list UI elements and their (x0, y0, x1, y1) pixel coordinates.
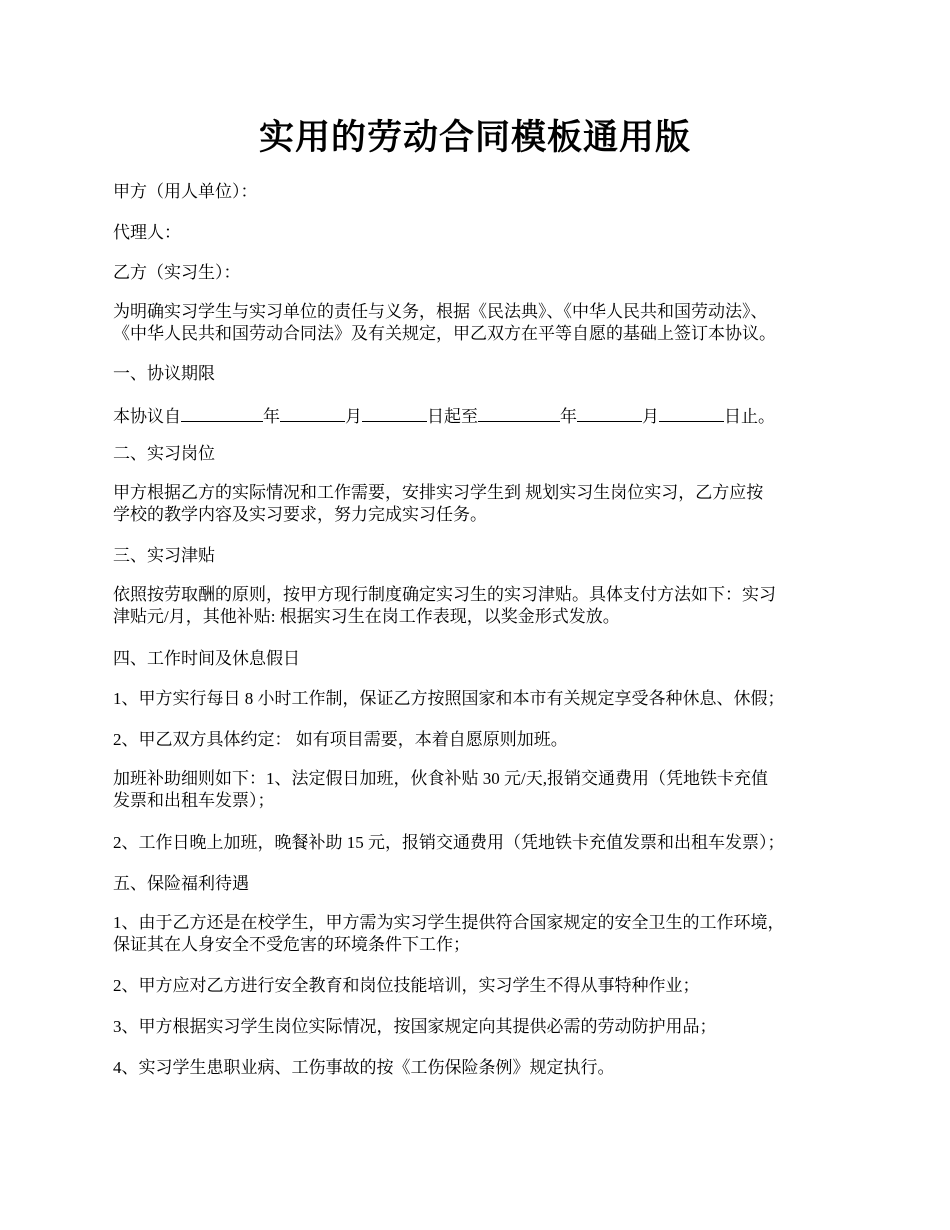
section-5-item-2: 2、甲方应对乙方进行安全教育和岗位技能培训，实习学生不得从事特种作业； (113, 976, 700, 995)
section-5-item-1-line-1: 1、由于乙方还是在校学生，甲方需为实习学生提供符合国家规定的安全卫生的工作环境， (113, 913, 785, 932)
intro-line-2: 《中华人民共和国劳动合同法》及有关规定，甲乙双方在平等自愿的基础上签订本协议。 (113, 324, 776, 343)
blank-end-month[interactable] (577, 403, 642, 422)
party-b-line: 乙方（实习生）： (113, 263, 241, 282)
section-5-item-1-line-2: 保证其在人身安全不受危害的环境条件下工作； (113, 935, 470, 954)
intro-line-1: 为明确实习学生与实习单位的责任与义务，根据《民法典》、《中华人民共和国劳动法》、 (113, 302, 768, 321)
section-2-body (113, 482, 853, 526)
section-5-heading: 五、保险福利待遇 (113, 874, 249, 893)
section-2-line-1: 甲方根据乙方的实际情况和工作需要，安排实习学生到 规划实习生岗位实习，乙方应按 (113, 483, 764, 502)
term-day-end: 日止。 (724, 407, 775, 426)
term-start: 本协议自 (113, 407, 181, 426)
overtime-paragraph (113, 768, 853, 812)
term-year-1: 年 (263, 407, 280, 426)
section-3-heading: 三、实习津贴 (113, 546, 215, 565)
section-4-item-1: 1、甲方实行每日 8 小时工作制，保证乙方按照国家和本市有关规定享受各种休息、休假； (113, 689, 785, 708)
term-day-from: 日起至 (427, 407, 478, 426)
intro-paragraph (113, 301, 853, 345)
blank-start-month[interactable] (280, 403, 345, 422)
section-3-line-2: 津贴元/月，其他补贴: 根据实习生在岗工作表现，以奖金形式发放。 (113, 607, 620, 626)
party-a-line: 甲方（用人单位）： (113, 182, 258, 201)
agent-line: 代理人： (113, 223, 181, 242)
section-2-heading: 二、实习岗位 (113, 444, 215, 463)
term-line (113, 403, 853, 428)
section-1-heading: 一、协议期限 (113, 364, 215, 383)
section-3-line-1: 依照按劳取酬的原则，按甲方现行制度确定实习生的实习津贴。具体支付方法如下：实习 (113, 585, 776, 604)
blank-start-year[interactable] (181, 403, 263, 422)
section-4-heading: 四、工作时间及休息假日 (113, 649, 300, 668)
term-month-1: 月 (345, 407, 362, 426)
section-5-item-4: 4、实习学生患职业病、工伤事故的按《工伤保险条例》规定执行。 (113, 1058, 615, 1077)
overtime-weekday: 2、工作日晚上加班，晚餐补助 15 元，报销交通费用（凭地铁卡充值发票和出租车发票）； (113, 833, 785, 852)
section-5-item-1 (113, 912, 853, 956)
blank-end-year[interactable] (478, 403, 560, 422)
section-2-line-2: 学校的教学内容及实习要求，努力完成实习任务。 (113, 505, 487, 524)
section-5-item-3: 3、甲方根据实习学生岗位实际情况，按国家规定向其提供必需的劳动防护用品； (113, 1017, 717, 1036)
overtime-line-1: 加班补助细则如下：1、法定假日加班，伙食补贴 30 元/天,报销交通费用（凭地铁卡充值 (113, 769, 768, 788)
document-title: 实用的劳动合同模板通用版 (258, 117, 691, 158)
section-4-item-2: 2、甲乙双方具体约定： 如有项目需要，本着自愿原则加班。 (113, 730, 568, 749)
term-year-2: 年 (560, 407, 577, 426)
section-3-body (113, 584, 853, 628)
overtime-line-2: 发票和出租车发票）； (113, 791, 275, 810)
blank-end-day[interactable] (659, 403, 724, 422)
term-month-2: 月 (642, 407, 659, 426)
blank-start-day[interactable] (362, 403, 427, 422)
